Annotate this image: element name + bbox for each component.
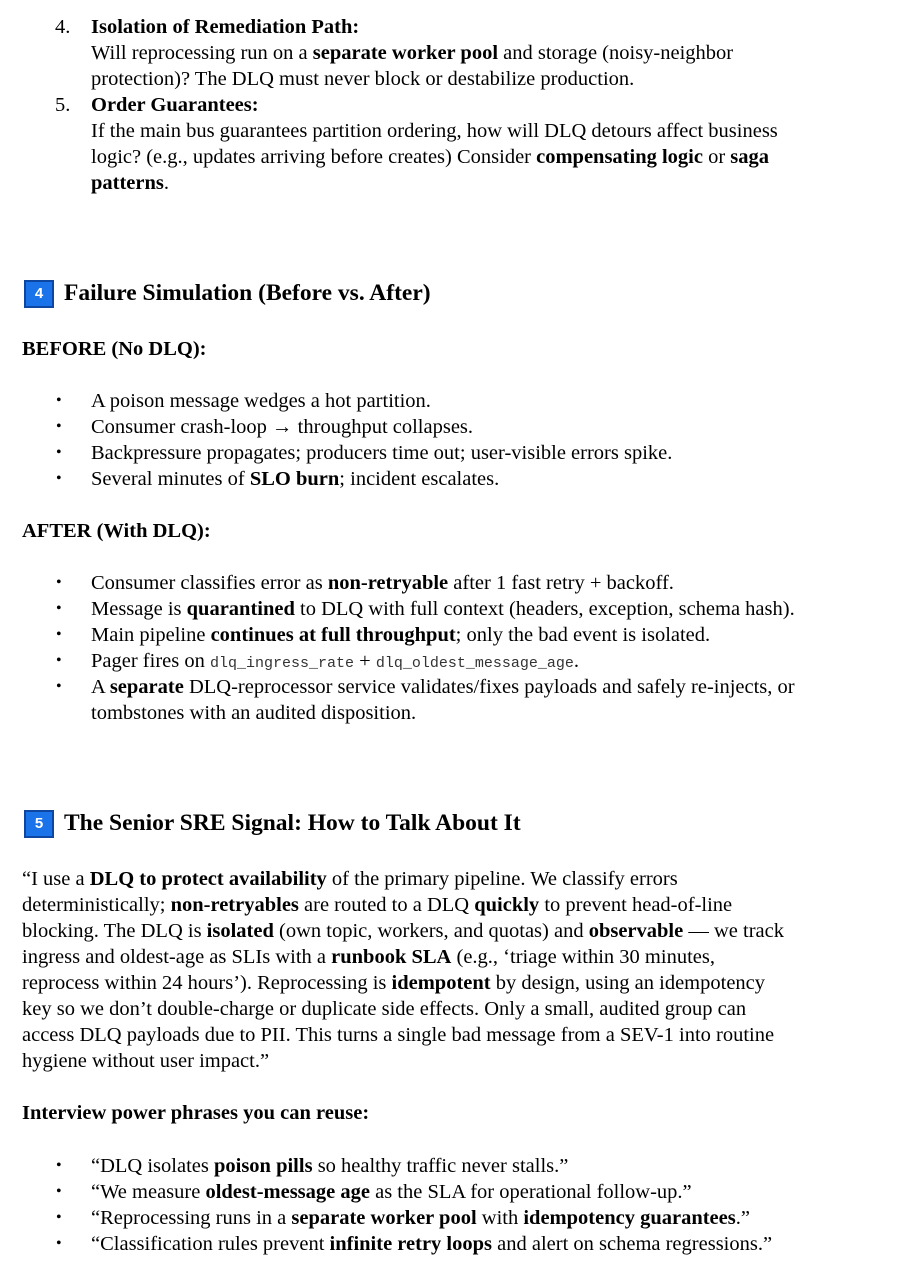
bullet-icon: • — [56, 418, 62, 435]
section-heading: The Senior SRE Signal: How to Talk About It — [64, 810, 521, 836]
bullet-icon: • — [56, 600, 62, 617]
section-heading: Failure Simulation (Before vs. After) — [64, 280, 431, 306]
quote-line: hygiene without user impact.” — [22, 1050, 270, 1072]
quote-paragraph — [22, 866, 892, 1074]
item-body-line: If the main bus guarantees partition ordering, how will DLQ detours affect business — [91, 120, 778, 142]
list-item: Message is quarantined to DLQ with full context (headers, exception, schema hash). — [91, 598, 795, 620]
list-item: Pager fires on dlq_ingress_rate + dlq_oldest_message_age. — [91, 650, 579, 672]
quote-line: access DLQ payloads due to PII. This turns a single bad message from a SEV-1 into routine — [22, 1024, 775, 1046]
before-heading: BEFORE (No DLQ): — [22, 338, 207, 360]
list-item: “We measure oldest-message age as the SLA for operational follow-up.” — [91, 1181, 692, 1203]
item-title: Isolation of Remediation Path: — [91, 16, 360, 38]
quote-line: blocking. The DLQ is isolated (own topic, workers, and quotas) and observable — we track — [22, 920, 784, 942]
section-number-badge: 4 — [24, 280, 54, 308]
quote-line: ingress and oldest-age as SLIs with a runbook SLA (e.g., ‘triage within 30 minutes, — [22, 946, 715, 968]
bullet-icon: • — [56, 1209, 62, 1226]
list-item: “Classification rules prevent infinite retry loops and alert on schema regressions.” — [91, 1233, 773, 1255]
bullet-icon: • — [56, 626, 62, 643]
bullet-icon: • — [56, 1183, 62, 1200]
item-body-line: Will reprocessing run on a separate worker pool and storage (noisy-neighbor — [91, 42, 734, 64]
item-title: Order Guarantees: — [91, 94, 259, 116]
list-item: Consumer classifies error as non-retryable after 1 fast retry + backoff. — [91, 572, 674, 594]
quote-line: “I use a DLQ to protect availability of the primary pipeline. We classify errors — [22, 868, 678, 890]
item-body-line: patterns. — [91, 172, 170, 194]
bullet-icon: • — [56, 678, 62, 695]
list-number: 4. — [55, 16, 71, 38]
bullet-icon: • — [56, 392, 62, 409]
quote-line: key so we don’t double-charge or duplicate side effects. Only a small, audited group can — [22, 998, 747, 1020]
list-item-continuation: tombstones with an audited disposition. — [91, 702, 417, 724]
item-body-line: protection)? The DLQ must never block or destabilize production. — [91, 68, 635, 90]
bullet-icon: • — [56, 652, 62, 669]
list-item: “DLQ isolates poison pills so healthy traffic never stalls.” — [91, 1155, 569, 1177]
list-item: A poison message wedges a hot partition. — [91, 390, 431, 412]
list-item: “Reprocessing runs in a separate worker pool with idempotency guarantees.” — [91, 1207, 750, 1229]
list-number: 5. — [55, 94, 71, 116]
section-number-badge: 5 — [24, 810, 54, 838]
item-body-line: logic? (e.g., updates arriving before creates) Consider compensating logic or saga — [91, 146, 770, 168]
quote-line: reprocess within 24 hours’). Reprocessing is idempotent by design, using an idempotency — [22, 972, 766, 994]
list-item: A separate DLQ-reprocessor service validates/fixes payloads and safely re-injects, or — [91, 676, 795, 698]
quote-line: deterministically; non-retryables are routed to a DLQ quickly to prevent head-of-line — [22, 894, 733, 916]
phrases-heading: Interview power phrases you can reuse: — [22, 1102, 370, 1124]
list-item: Backpressure propagates; producers time out; user-visible errors spike. — [91, 442, 673, 464]
bullet-icon: • — [56, 444, 62, 461]
after-heading: AFTER (With DLQ): — [22, 520, 211, 542]
bullet-icon: • — [56, 574, 62, 591]
list-item: Main pipeline continues at full throughput; only the bad event is isolated. — [91, 624, 711, 646]
list-item: Consumer crash-loop → throughput collapses. — [91, 416, 474, 438]
list-item: Several minutes of SLO burn; incident escalates. — [91, 468, 500, 490]
bullet-icon: • — [56, 1157, 62, 1174]
bullet-icon: • — [56, 470, 62, 487]
bullet-icon: • — [56, 1235, 62, 1252]
